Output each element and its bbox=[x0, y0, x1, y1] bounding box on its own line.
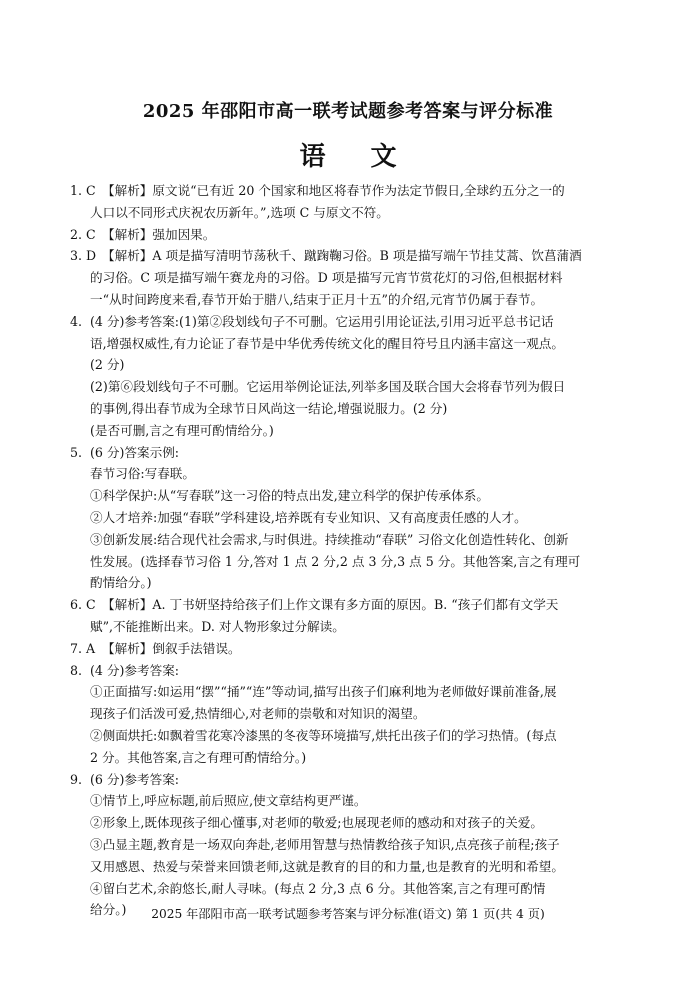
answer-line: 【解析】强加因果。 bbox=[102, 226, 216, 242]
answer-line: (4 分)参考答案:(1)第②段划线句子不可删。它运用引用论证法,引用习近平总书记话 bbox=[90, 313, 554, 329]
answer-item-8 bbox=[70, 660, 640, 769]
answer-line: 又用感恩、热爱与荣誉来回馈老师,这就是教育的目的和力量,也是教育的光明和希望。 bbox=[90, 858, 564, 874]
answer-item-7 bbox=[70, 638, 640, 660]
answer-line: 酌情给分。) bbox=[90, 575, 152, 591]
answer-line: 2 分。其他答案,言之有理可酌情给分。) bbox=[90, 749, 307, 765]
answer-line: (2 分) bbox=[90, 357, 125, 373]
subject-title: 语 文 bbox=[299, 142, 415, 172]
answer-number: 7. A bbox=[70, 640, 96, 656]
answer-number: 6. C bbox=[70, 597, 96, 613]
answer-number: 5. bbox=[70, 444, 83, 460]
answer-item-3 bbox=[70, 245, 640, 310]
answer-item-5 bbox=[70, 442, 640, 595]
answer-line: (6 分)答案示例: bbox=[90, 444, 180, 460]
page-footer: 2025 年邵阳市高一联考试题参考答案与评分标准(语文) 第 1 页(共 4 页) bbox=[151, 907, 545, 921]
answer-line: 【解析】原文说“已有近 20 个国家和地区将春节作为法定节假日,全球约五分之一的 bbox=[102, 183, 565, 198]
answer-line: ②侧面烘托:如飘着雪花寒冷漆黑的冬夜等环境描写,烘托出孩子们的学习热情。(每点 bbox=[90, 727, 557, 743]
answer-number: 2. C bbox=[70, 226, 96, 242]
answer-line: 的习俗。C 项是描写端午赛龙舟的习俗。D 项是描写元宵节赏花灯的习俗,但根据材料 bbox=[90, 270, 563, 286]
answer-line: ①科学保护:从“写春联”这一习俗的特点出发,建立科学的保护传承体系。 bbox=[90, 488, 489, 504]
answer-number: 3. D bbox=[70, 248, 97, 264]
answer-number: 8. bbox=[70, 662, 83, 678]
answer-number: 4. bbox=[70, 313, 83, 329]
answer-line: ③凸显主题,教育是一场双向奔赴,老师用智慧与热情教给孩子知识,点亮孩子前程;孩子 bbox=[90, 836, 560, 852]
document-title: 2025 年邵阳市高一联考试题参考答案与评分标准 bbox=[142, 101, 554, 122]
answer-line: 人口以不同形式庆祝农历新年。”,选项 C 与原文不符。 bbox=[90, 204, 389, 220]
answer-number: 9. bbox=[70, 771, 83, 787]
answer-line: (是否可删,言之有理可酌情给分。) bbox=[90, 422, 274, 438]
answer-line: 赋”,不能推断出来。D. 对人物形象过分解读。 bbox=[90, 618, 345, 634]
answer-item-2 bbox=[70, 224, 640, 246]
answer-line: 的事例,得出春节成为全球节日风尚这一结论,增强说服力。(2 分) bbox=[90, 400, 448, 416]
answer-line: 【解析】A. 丁书妍坚持给孩子们上作文课有多方面的原因。B. “孩子们都有文学天 bbox=[102, 597, 559, 613]
answer-item-4 bbox=[70, 311, 640, 442]
answer-line: (2)第⑥段划线句子不可删。它运用举例论证法,列举多国及联合国大会将春节列为假日 bbox=[90, 379, 566, 395]
answer-item-6 bbox=[70, 594, 640, 638]
answer-item-9 bbox=[70, 769, 640, 922]
answer-list bbox=[70, 180, 640, 921]
answer-line: 语,增强权威性,有力论证了春节是中华优秀传统文化的醒目符号且内涵丰富这一观点。 bbox=[90, 335, 564, 351]
answer-line: 一“从时间跨度来看,春节开始于腊八,结束于正月十五”的介绍,元宵节仍属于春节。 bbox=[90, 291, 544, 307]
answer-line: ②形象上,既体现孩子细心懂事,对老师的敬爱;也展现老师的感动和对孩子的关爱。 bbox=[90, 815, 544, 831]
answer-line: (4 分)参考答案: bbox=[90, 662, 180, 678]
answer-line: (6 分)参考答案: bbox=[90, 771, 180, 787]
answer-item-1 bbox=[70, 180, 640, 224]
answer-line: 给分。) bbox=[90, 902, 127, 918]
answer-line: ①正面描写:如运用“摆”“捅”“连”等动词,描写出孩子们麻利地为老师做好课前准备,展 bbox=[90, 684, 557, 700]
answer-line: ④留白艺术,余韵悠长,耐人寻味。(每点 2 分,3 点 6 分。其他答案,言之有理可酌情 bbox=[90, 880, 546, 896]
answer-line: 性发展。(选择春节习俗 1 分,答对 1 点 2 分,2 点 3 分,3 点 5 分。其他答案,言之有理可 bbox=[90, 553, 581, 569]
answer-line: 【解析】倒叙手法错误。 bbox=[102, 640, 241, 656]
answer-line: ②人才培养:加强“春联”学科建设,培养既有专业知识、又有高度责任感的人才。 bbox=[90, 509, 527, 525]
answer-line: 春节习俗:写春联。 bbox=[90, 466, 195, 482]
answer-line: ③创新发展:结合现代社会需求,与时俱进。持续推动“春联” 习俗文化创造性转化、创新 bbox=[90, 531, 569, 547]
answer-number: 1. C bbox=[70, 183, 96, 198]
answer-line: 现孩子们活泼可爱,热情细心,对老师的崇敬和对知识的渴望。 bbox=[90, 706, 426, 722]
answer-line: ①情节上,呼应标题,前后照应,使文章结构更严谨。 bbox=[90, 793, 367, 809]
answer-line: 【解析】A 项是描写清明节荡秋千、蹴踘鞠习俗。B 项是描写端午节挂艾蒿、饮菖蒲酒 bbox=[102, 248, 582, 264]
